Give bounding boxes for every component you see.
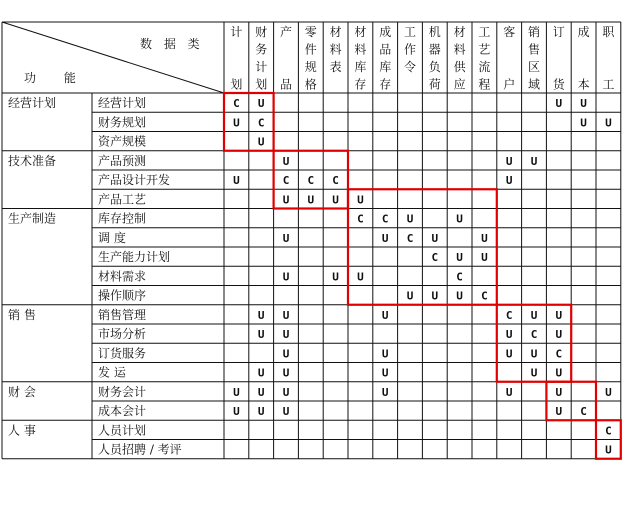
matrix-cell: C <box>357 212 364 226</box>
process-name: 操作顺序 <box>98 288 147 303</box>
table-row <box>98 442 612 457</box>
column-header-char: 格 <box>304 77 317 92</box>
table-row <box>98 365 562 380</box>
process-name: 产品设计开发 <box>98 173 171 187</box>
column-header-char: 件 <box>304 42 317 57</box>
matrix-cell: C <box>257 116 265 130</box>
matrix-cell: C <box>381 212 389 226</box>
function-group-label: 人 事 <box>8 423 36 438</box>
table-row <box>98 114 612 129</box>
matrix-cell: U <box>555 385 563 399</box>
process-name: 成本会计 <box>98 404 147 418</box>
column-header-char: 工 <box>478 25 491 39</box>
matrix-cell: U <box>580 97 587 110</box>
column-header-char: 表 <box>329 60 342 74</box>
table-row <box>98 326 562 341</box>
column-header-char: 货 <box>552 77 565 92</box>
matrix-cell: C <box>431 251 439 264</box>
column-header-char: 职 <box>602 25 615 39</box>
column-header-char: 材 <box>453 25 466 39</box>
matrix-cell: C <box>580 405 587 418</box>
process-name: 生产能力计划 <box>98 250 171 264</box>
matrix-cell: U <box>605 443 612 457</box>
table-row <box>98 288 488 303</box>
matrix-cell: U <box>456 212 463 226</box>
matrix-cell: C <box>233 97 240 110</box>
matrix-cell: U <box>381 385 389 399</box>
matrix-cell: C <box>456 270 463 284</box>
column-header-char: 库 <box>379 60 392 74</box>
column-header-char: 料 <box>329 42 342 57</box>
column-header-char: 成 <box>577 25 590 39</box>
matrix-cell: U <box>257 328 265 341</box>
column-header <box>454 24 467 92</box>
matrix-cell: U <box>282 308 290 322</box>
column-header-char: 本 <box>577 77 590 92</box>
column-header-char: 品 <box>279 77 293 92</box>
matrix-cell: U <box>282 231 290 245</box>
column-header <box>578 24 590 92</box>
matrix-cell: U <box>505 347 513 361</box>
matrix-cell: U <box>505 174 513 187</box>
matrix-cell: C <box>505 308 513 322</box>
matrix-cell: C <box>555 347 563 361</box>
column-header-char: 售 <box>527 42 541 57</box>
matrix-cell: U <box>406 212 414 226</box>
column-header-char: 料 <box>453 42 466 57</box>
process-name: 订货服务 <box>98 346 147 361</box>
column-header-char: 划 <box>230 77 243 92</box>
matrix-cell: U <box>357 193 364 207</box>
column-header-char: 户 <box>503 77 516 92</box>
matrix-cell: U <box>381 308 389 322</box>
table-row <box>98 191 364 206</box>
table-row <box>98 134 265 149</box>
column-header <box>354 24 366 92</box>
function-group-label: 生产制造 <box>8 211 57 226</box>
column-header-char: 材 <box>329 25 342 39</box>
table-row <box>98 211 463 226</box>
table-row <box>98 268 463 283</box>
column-header-char: 负 <box>428 60 441 74</box>
column-header-char: 艺 <box>478 42 491 57</box>
column-header-char: 应 <box>453 77 466 92</box>
matrix-cell: C <box>481 289 488 303</box>
matrix-cell: U <box>406 289 414 303</box>
matrix-cell: U <box>381 366 389 380</box>
process-name: 产品工艺 <box>98 192 147 207</box>
matrix-cell: U <box>456 251 463 264</box>
matrix-cell: U <box>505 328 513 341</box>
column-header-char: 零 <box>304 25 317 39</box>
process-name: 产品预测 <box>98 153 147 168</box>
matrix-cell: U <box>282 385 290 399</box>
matrix-cell: U <box>555 97 563 110</box>
matrix-cell: U <box>431 289 439 303</box>
process-name: 财务规划 <box>98 115 147 130</box>
matrix-cell: U <box>257 385 265 399</box>
column-header <box>429 24 441 92</box>
column-header-char: 区 <box>527 60 541 74</box>
matrix-cell: U <box>282 193 290 207</box>
matrix-cell: C <box>530 328 538 341</box>
column-header-char: 工 <box>602 77 615 92</box>
process-name: 人员招聘 / 考评 <box>98 442 182 457</box>
column-header <box>280 24 292 92</box>
matrix-cell: U <box>530 366 538 380</box>
matrix-cell: U <box>233 116 240 130</box>
table-header <box>2 22 224 93</box>
column-header <box>553 25 566 92</box>
process-name: 财务会计 <box>98 384 147 399</box>
column-header-char: 客 <box>503 25 516 39</box>
function-group-label: 财 会 <box>8 384 36 399</box>
matrix-cell: U <box>555 308 563 322</box>
column-header-char: 成 <box>379 25 392 39</box>
column-header-char: 作 <box>403 42 417 57</box>
column-header <box>255 24 267 92</box>
matrix-cell: U <box>381 347 389 361</box>
column-header-char: 材 <box>354 25 367 39</box>
matrix-cell: U <box>481 251 488 264</box>
matrix-cell: U <box>282 328 290 341</box>
matrix-cell: U <box>381 231 389 245</box>
matrix-cell: U <box>332 270 339 284</box>
column-header-char: 荷 <box>428 77 441 92</box>
process-name: 资产规模 <box>98 134 147 149</box>
process-name: 库存控制 <box>98 211 147 226</box>
matrix-cell: U <box>530 154 538 168</box>
table-row <box>98 172 513 187</box>
column-header-char: 料 <box>354 42 367 57</box>
column-header-char: 财 <box>255 25 268 39</box>
function-group-label: 销 售 <box>8 307 36 322</box>
column-header <box>478 25 490 92</box>
column-header <box>404 25 416 74</box>
table-row <box>98 403 587 418</box>
matrix-cell: U <box>233 174 240 187</box>
matrix-cell: U <box>357 270 364 284</box>
column-header-char: 流 <box>478 60 491 74</box>
matrix-cell: U <box>233 405 240 418</box>
table-row <box>98 384 612 399</box>
column-header <box>230 24 242 92</box>
column-header-char: 存 <box>379 77 392 92</box>
matrix-cell: U <box>431 231 439 245</box>
column-header-char: 供 <box>453 60 466 74</box>
process-name: 发 运 <box>98 365 126 380</box>
column-header-char: 品 <box>379 42 392 57</box>
column-header-char: 库 <box>354 60 367 74</box>
column-header-char: 订 <box>552 25 565 39</box>
matrix-cell: U <box>233 385 240 399</box>
column-header-char: 计 <box>230 25 243 39</box>
matrix-cell: U <box>332 193 339 207</box>
table-row <box>98 422 612 437</box>
function-group-label: 技术准备 <box>8 153 57 168</box>
process-name: 材料需求 <box>98 269 147 284</box>
matrix-cell: U <box>605 385 612 399</box>
matrix-cell: U <box>282 405 290 418</box>
column-header-char: 令 <box>403 60 417 74</box>
matrix-cell: U <box>580 116 587 130</box>
matrix-cell: U <box>282 270 290 284</box>
matrix-cell: U <box>555 405 563 418</box>
column-header <box>330 24 342 74</box>
column-header-char: 产 <box>279 25 293 39</box>
column-header-char: 工 <box>403 25 417 39</box>
data-class-label: 数 据 类 <box>140 37 204 51</box>
process-name: 人员计划 <box>98 423 147 438</box>
matrix-cell: U <box>530 347 538 361</box>
matrix-cell: U <box>257 135 265 149</box>
matrix-cell: U <box>257 366 265 380</box>
column-header-char: 存 <box>354 77 367 92</box>
matrix-cell: U <box>456 289 463 303</box>
process-name: 市场分析 <box>98 327 147 341</box>
table-row <box>98 345 562 360</box>
column-header-char: 计 <box>255 60 268 74</box>
matrix-cell: U <box>282 366 290 380</box>
table-row <box>98 249 488 264</box>
process-name: 调 度 <box>98 230 126 245</box>
matrix-cell: C <box>282 174 290 187</box>
column-header-char: 器 <box>428 42 441 57</box>
process-name: 销售管理 <box>98 307 147 322</box>
column-header <box>379 24 391 92</box>
column-header-char: 销 <box>527 25 541 39</box>
matrix-cell: U <box>505 154 513 168</box>
column-header <box>528 24 540 92</box>
matrix-cell: U <box>257 97 265 110</box>
column-header-char: 程 <box>478 77 491 92</box>
matrix-cell: U <box>555 328 563 341</box>
function-label: 功 能 <box>24 71 88 85</box>
table-row <box>98 230 488 245</box>
process-name: 经营计划 <box>98 96 147 110</box>
matrix-cell: C <box>332 174 339 187</box>
column-header <box>602 25 615 92</box>
matrix-cell: U <box>307 193 315 207</box>
matrix-cell: U <box>282 154 290 168</box>
matrix-cell: U <box>555 366 563 380</box>
function-group-label: 经营计划 <box>8 96 57 110</box>
column-header-char: 划 <box>255 77 268 92</box>
column-header-char: 规 <box>304 60 317 74</box>
matrix-cell: U <box>530 308 538 322</box>
matrix-cell: U <box>605 116 612 130</box>
matrix-cell: U <box>282 347 290 361</box>
column-header-char: 务 <box>255 42 268 57</box>
matrix-cell: U <box>257 308 265 322</box>
table-row <box>98 95 587 110</box>
column-header-char: 域 <box>527 77 541 92</box>
matrix-cell: C <box>605 424 612 438</box>
table-row <box>98 307 562 322</box>
column-header-char: 机 <box>428 25 441 39</box>
matrix-cell: U <box>257 405 265 418</box>
matrix-cell: C <box>406 231 414 245</box>
column-header <box>305 25 317 92</box>
column-header <box>503 24 515 92</box>
matrix-cell: U <box>481 231 488 245</box>
matrix-cell: U <box>505 385 513 399</box>
matrix-cell: C <box>307 174 315 187</box>
